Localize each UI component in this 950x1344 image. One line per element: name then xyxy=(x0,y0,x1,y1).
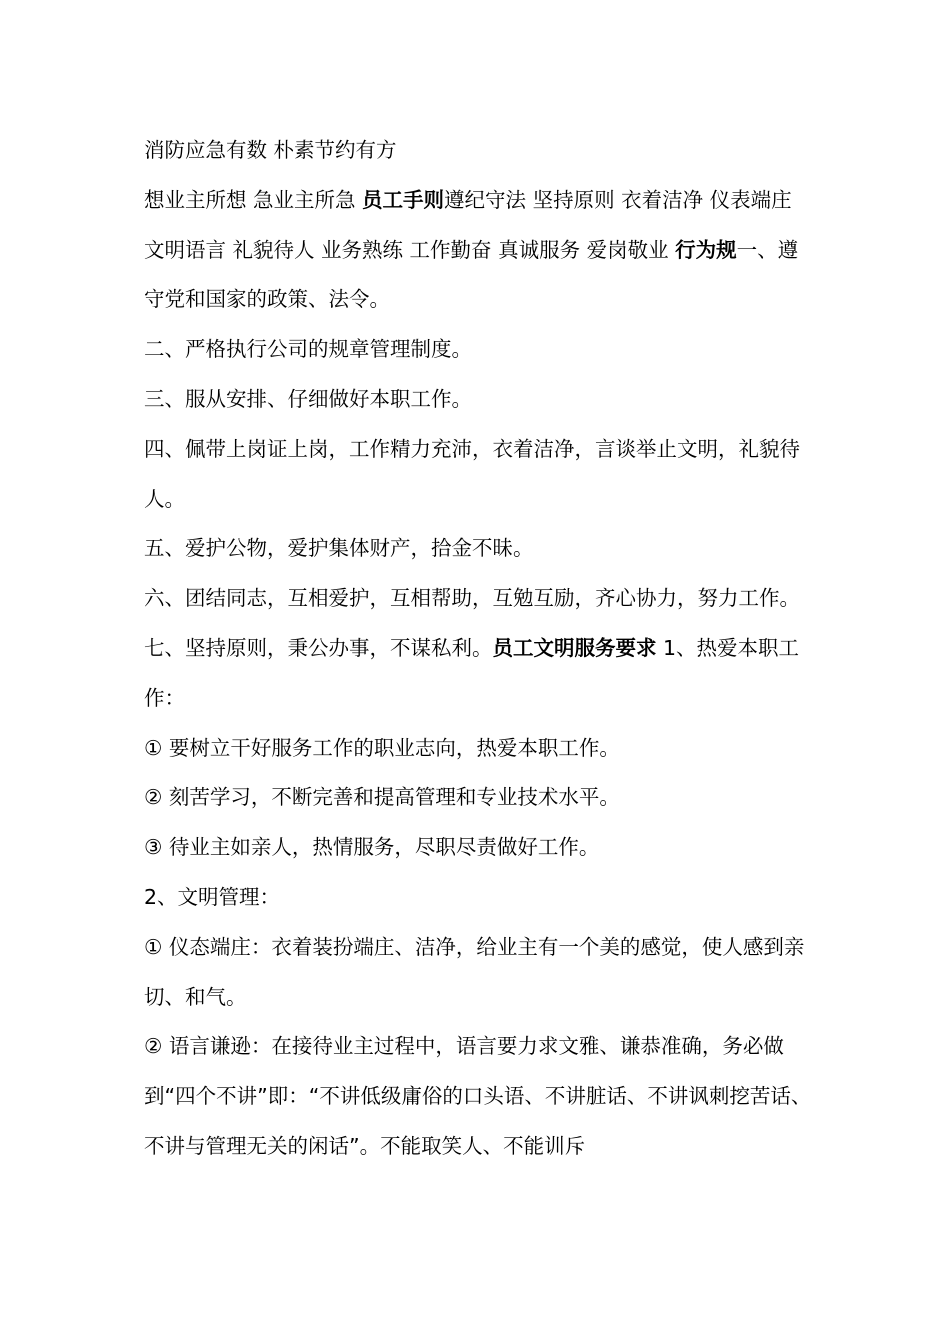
rules-slogans: 遵纪守法 坚持原则 衣着洁净 仪表端庄 文明语言 礼貌待人 业务熟练 工作勤奋 真诚服务 爱岗敬业 xyxy=(144,187,792,262)
requirement-1-item-3: ③ 待业主如亲人，热情服务，尽职尽责做好工作。 xyxy=(144,835,600,860)
slogan-text-2: 想业主所想 急业主所急 xyxy=(144,187,363,212)
requirement-2-item-2: ② 语言谦逊：在接待业主过程中，语言要力求文雅、谦恭准确，务必做到“四个不讲”即：“不讲低级庸俗的口头语、不讲脏话、不讲讽刺挖苦话、不讲与管理无关的闲话”。不能取笑人、不能训斥 xyxy=(144,1034,812,1158)
rule-3: 三、服从安排、仔细做好本职工作。 xyxy=(144,386,472,411)
rule-2: 二、严格执行公司的规章管理制度。 xyxy=(144,337,472,362)
requirement-1-title: 1、热爱本职工作： xyxy=(144,635,800,710)
rule-1: 一、遵守党和国家的政策、法令。 xyxy=(144,237,799,312)
document-body xyxy=(144,126,814,1172)
requirement-2-title: 2、文明管理： xyxy=(144,884,281,909)
rule-6: 六、团结同志，互相爱护，互相帮助，互勉互励，齐心协力，努力工作。 xyxy=(144,586,800,611)
heading-employee-handbook: 员工手则 xyxy=(362,187,445,212)
paragraph-rule-7 xyxy=(144,624,814,724)
rule-4: 四、佩带上岗证上岗，工作精力充沛，衣着洁净，言谈举止文明，礼貌待人。 xyxy=(144,436,800,511)
requirement-1-item-2: ② 刻苦学习，不断完善和提高管理和专业技术水平。 xyxy=(144,785,620,810)
rule-7: 七、坚持原则，秉公办事，不谋私利。 xyxy=(144,635,493,660)
heading-code-of-conduct: 行为规 xyxy=(675,237,737,262)
requirement-2-item-1: ① 仪态端庄：衣着装扮端庄、洁净，给业主有一个美的感觉，使人感到亲切、和气。 xyxy=(144,934,805,1009)
requirement-1-item-1: ① 要树立干好服务工作的职业志向，热爱本职工作。 xyxy=(144,735,620,760)
rule-5: 五、爱护公物，爱护集体财产，拾金不昧。 xyxy=(144,536,534,561)
slogan-text: 消防应急有数 朴素节约有方 xyxy=(144,138,397,162)
paragraph-slogan xyxy=(144,126,814,176)
heading-service-requirements: 员工文明服务要求 xyxy=(492,635,657,660)
paragraph-employee-rules xyxy=(144,176,814,325)
